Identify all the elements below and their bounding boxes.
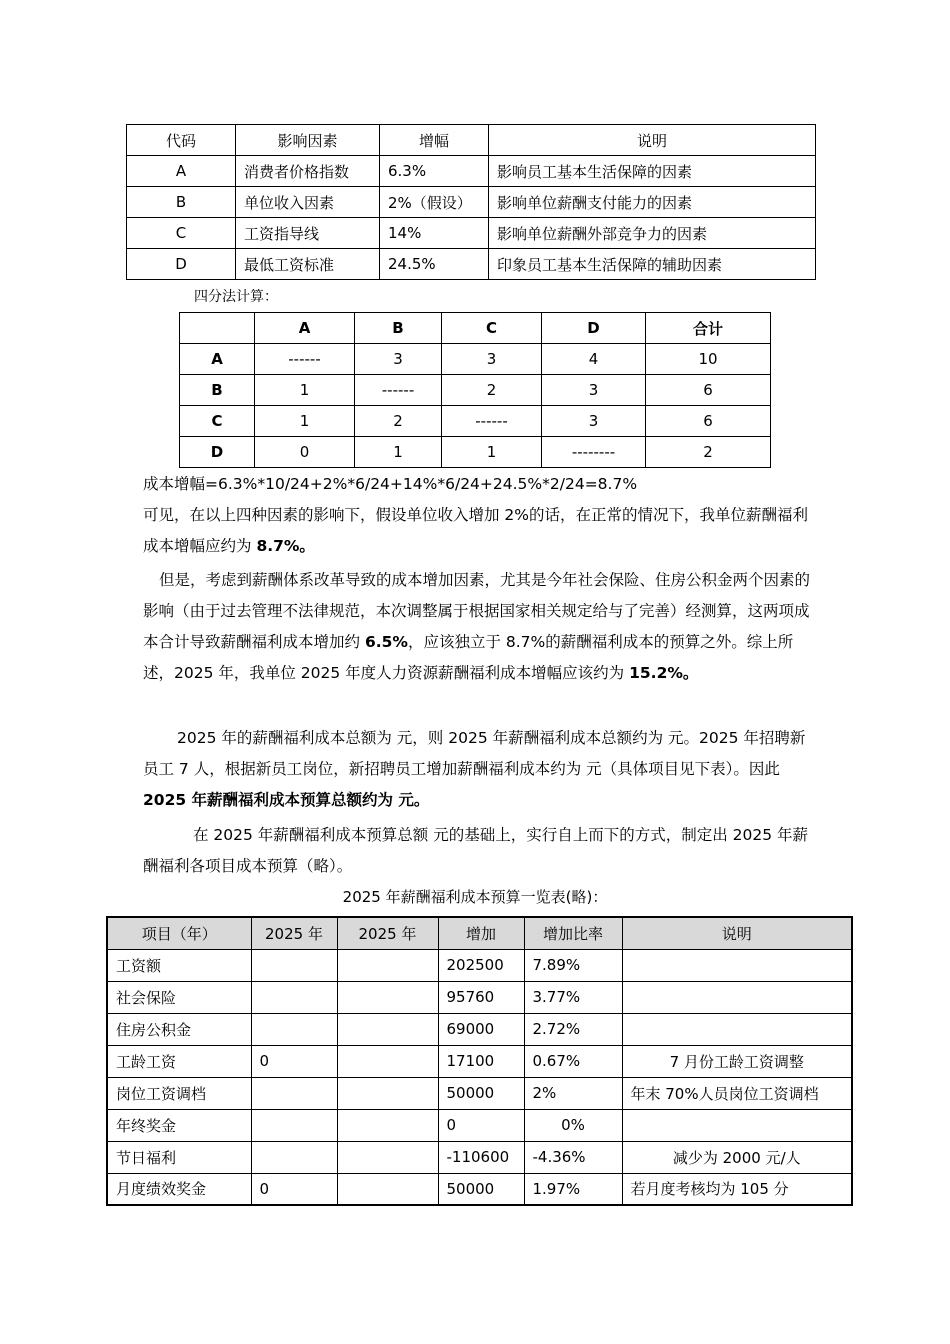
table-cell: ------ bbox=[355, 375, 442, 406]
table-cell: 0 bbox=[255, 437, 355, 468]
bold-value: 8.7%。 bbox=[256, 537, 315, 555]
table-row bbox=[127, 156, 816, 187]
table-header-row bbox=[107, 917, 852, 949]
paragraph-text: ，应该独立于 8.7%的薪酬福利成本的预算之外。综上所述，2025 年，我单位 2025 年度人力资源薪酬福利成本增幅应该约为 bbox=[143, 633, 794, 682]
table-cell: 最低工资标准 bbox=[236, 249, 380, 280]
table-cell: 2%（假设） bbox=[380, 187, 489, 218]
table-cell: 1 bbox=[255, 406, 355, 437]
table-cell bbox=[337, 1077, 438, 1109]
table-cell: 岗位工资调档 bbox=[107, 1077, 251, 1109]
table-cell: 50000 bbox=[438, 1173, 524, 1205]
table-cell: 6 bbox=[646, 375, 771, 406]
table-cell: D bbox=[127, 249, 236, 280]
table-cell bbox=[337, 949, 438, 981]
table-cell: -4.36% bbox=[524, 1141, 622, 1173]
table-cell bbox=[337, 1109, 438, 1141]
table-row bbox=[107, 981, 852, 1013]
header-cell: 2025 年 bbox=[251, 917, 337, 949]
paragraph-conclusion bbox=[143, 469, 811, 562]
row-label: C bbox=[180, 406, 255, 437]
table-cell: 95760 bbox=[438, 981, 524, 1013]
table-cell: 3 bbox=[542, 375, 646, 406]
table-cell: 年终奖金 bbox=[107, 1109, 251, 1141]
table-cell: 节日福利 bbox=[107, 1141, 251, 1173]
table-cell: 工资指导线 bbox=[236, 218, 380, 249]
header-cell: 项目（年） bbox=[107, 917, 251, 949]
table-cell: 减少为 2000 元/人 bbox=[622, 1141, 852, 1173]
table-cell: 0% bbox=[524, 1109, 622, 1141]
table-cell: 0 bbox=[251, 1173, 337, 1205]
header-cell bbox=[180, 313, 255, 344]
table-cell: 17100 bbox=[438, 1045, 524, 1077]
table-cell: 7.89% bbox=[524, 949, 622, 981]
paragraph-additional-factors bbox=[143, 565, 811, 689]
table-cell: 影响员工基本生活保障的因素 bbox=[489, 156, 816, 187]
table-row bbox=[107, 1077, 852, 1109]
table-row bbox=[107, 949, 852, 981]
table-cell bbox=[622, 981, 852, 1013]
bold-value: 15.2%。 bbox=[629, 664, 699, 682]
budget-table-caption: 2025 年薪酬福利成本预算一览表(略)： bbox=[342, 888, 608, 906]
table-cell: 69000 bbox=[438, 1013, 524, 1045]
row-label: D bbox=[180, 437, 255, 468]
table-row bbox=[107, 1109, 852, 1141]
table-cell: 2 bbox=[442, 375, 542, 406]
table-cell: 24.5% bbox=[380, 249, 489, 280]
row-label: A bbox=[180, 344, 255, 375]
table-cell: 3 bbox=[442, 344, 542, 375]
table-cell: -------- bbox=[542, 437, 646, 468]
table-cell bbox=[251, 981, 337, 1013]
quartile-table bbox=[179, 312, 771, 468]
header-cell: 2025 年 bbox=[337, 917, 438, 949]
bold-value: 6.5% bbox=[364, 633, 408, 651]
table-cell: 工资额 bbox=[107, 949, 251, 981]
table-cell: 月度绩效奖金 bbox=[107, 1173, 251, 1205]
formula-line: 成本增幅=6.3%*10/24+2%*6/24+14%*6/24+24.5%*2/24=8.7% bbox=[143, 475, 638, 493]
table-cell bbox=[251, 1077, 337, 1109]
table-cell: 若月度考核均为 105 分 bbox=[622, 1173, 852, 1205]
table-cell bbox=[337, 1045, 438, 1077]
table-row bbox=[180, 437, 771, 468]
table-row bbox=[107, 1173, 852, 1205]
table-cell: 1 bbox=[442, 437, 542, 468]
table-cell: 影响单位薪酬支付能力的因素 bbox=[489, 187, 816, 218]
table-row bbox=[180, 406, 771, 437]
header-cell: 说明 bbox=[622, 917, 852, 949]
quartile-caption: 四分法计算： bbox=[194, 289, 278, 305]
table-cell: A bbox=[127, 156, 236, 187]
table-cell: 2 bbox=[355, 406, 442, 437]
table-cell: 4 bbox=[542, 344, 646, 375]
table-cell: 消费者价格指数 bbox=[236, 156, 380, 187]
table-cell: 1 bbox=[355, 437, 442, 468]
table-cell bbox=[337, 1173, 438, 1205]
paragraph-text: 2025 年的薪酬福利成本总额为 元，则 2025 年薪酬福利成本总额约为 元。2025 年招聘新员工 7 人，根据新员工岗位，新招聘员工增加薪酬福利成本约为 元（具体项目见下表）。因此 bbox=[143, 729, 806, 778]
table-cell: 年末 70%人员岗位工资调档 bbox=[622, 1077, 852, 1109]
table-cell: 6.3% bbox=[380, 156, 489, 187]
table-cell: 202500 bbox=[438, 949, 524, 981]
table-cell: B bbox=[127, 187, 236, 218]
header-cell: 影响因素 bbox=[236, 125, 380, 156]
header-cell: D bbox=[542, 313, 646, 344]
header-cell: 增加 bbox=[438, 917, 524, 949]
table-cell: C bbox=[127, 218, 236, 249]
table-cell: ------ bbox=[255, 344, 355, 375]
table-cell: 6 bbox=[646, 406, 771, 437]
budget-table bbox=[106, 916, 853, 1206]
table-row bbox=[127, 218, 816, 249]
table-cell: 10 bbox=[646, 344, 771, 375]
row-label: B bbox=[180, 375, 255, 406]
table-cell: 1.97% bbox=[524, 1173, 622, 1205]
table-row bbox=[107, 1013, 852, 1045]
table-cell bbox=[622, 949, 852, 981]
paragraph-text: 但是，考虑到薪酬体系改革导致的成本增加因素，尤其是今年社会保险、住房公积金两个因素的影响（由于过去管理不法律规范，本次调整属于根据国家相关规定给与了完善）经测算，这两项成本合计导致薪酬福利成本增加约 bbox=[143, 571, 811, 651]
table-cell: 0.67% bbox=[524, 1045, 622, 1077]
header-cell: 增加比率 bbox=[524, 917, 622, 949]
table-cell: 住房公积金 bbox=[107, 1013, 251, 1045]
header-cell: 代码 bbox=[127, 125, 236, 156]
table-row bbox=[180, 375, 771, 406]
table-cell bbox=[622, 1109, 852, 1141]
table-cell bbox=[337, 1013, 438, 1045]
table-cell: ------ bbox=[442, 406, 542, 437]
paragraph-text: 可见，在以上四种因素的影响下，假设单位收入增加 2%的话，在正常的情况下，我单位薪酬福利成本增幅应约为 bbox=[143, 506, 809, 555]
table-cell: 印象员工基本生活保障的辅助因素 bbox=[489, 249, 816, 280]
table-cell bbox=[622, 1013, 852, 1045]
header-cell: 说明 bbox=[489, 125, 816, 156]
header-cell: B bbox=[355, 313, 442, 344]
table-row bbox=[180, 344, 771, 375]
table-cell: 50000 bbox=[438, 1077, 524, 1109]
table-cell bbox=[251, 1013, 337, 1045]
table-cell bbox=[337, 981, 438, 1013]
table-cell: 1 bbox=[255, 375, 355, 406]
table-cell: 7 月份工龄工资调整 bbox=[622, 1045, 852, 1077]
table-cell: 3 bbox=[355, 344, 442, 375]
table-cell: 3 bbox=[542, 406, 646, 437]
table-cell bbox=[251, 1141, 337, 1173]
table-cell bbox=[251, 1109, 337, 1141]
bold-value: 2025 年薪酬福利成本预算总额约为 元。 bbox=[143, 791, 430, 809]
factor-table bbox=[126, 124, 816, 280]
table-row bbox=[107, 1141, 852, 1173]
table-header-row bbox=[127, 125, 816, 156]
table-cell bbox=[251, 949, 337, 981]
table-row bbox=[127, 187, 816, 218]
table-cell: 工龄工资 bbox=[107, 1045, 251, 1077]
paragraph-total bbox=[143, 723, 811, 816]
header-cell: C bbox=[442, 313, 542, 344]
table-cell: 3.77% bbox=[524, 981, 622, 1013]
table-row bbox=[127, 249, 816, 280]
header-cell: 合计 bbox=[646, 313, 771, 344]
paragraph-plan bbox=[143, 820, 811, 882]
table-cell: 社会保险 bbox=[107, 981, 251, 1013]
table-cell: 0 bbox=[438, 1109, 524, 1141]
table-cell: 2 bbox=[646, 437, 771, 468]
table-header-row bbox=[180, 313, 771, 344]
table-cell: 0 bbox=[251, 1045, 337, 1077]
table-row bbox=[107, 1045, 852, 1077]
paragraph-text: 在 2025 年薪酬福利成本预算总额 元的基础上，实行自上而下的方式，制定出 2025 年薪酬福利各项目成本预算（略）。 bbox=[143, 826, 809, 875]
table-cell: 影响单位薪酬外部竞争力的因素 bbox=[489, 218, 816, 249]
header-cell: 增幅 bbox=[380, 125, 489, 156]
header-cell: A bbox=[255, 313, 355, 344]
table-cell: 14% bbox=[380, 218, 489, 249]
table-cell: 单位收入因素 bbox=[236, 187, 380, 218]
table-cell: -110600 bbox=[438, 1141, 524, 1173]
table-cell: 2% bbox=[524, 1077, 622, 1109]
table-cell bbox=[337, 1141, 438, 1173]
table-cell: 2.72% bbox=[524, 1013, 622, 1045]
